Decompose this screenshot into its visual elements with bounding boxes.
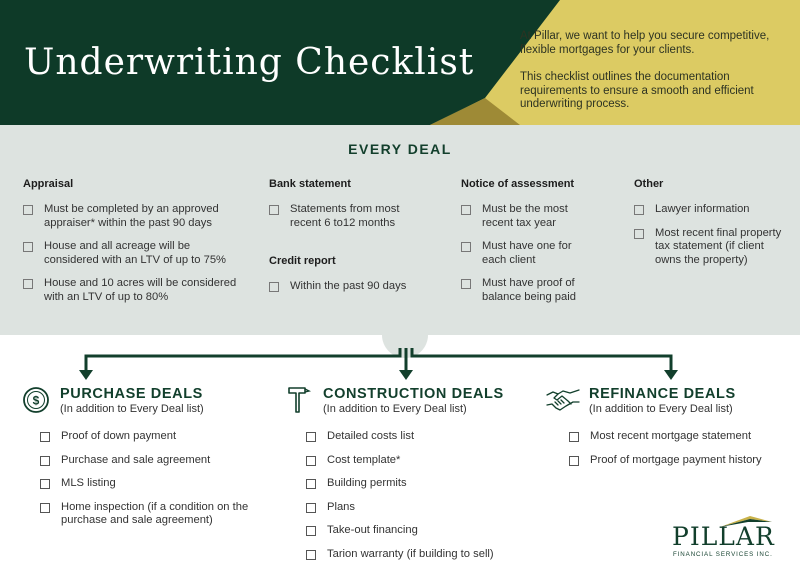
checkbox[interactable] — [306, 550, 316, 560]
purchase-deals-list — [40, 430, 265, 538]
checklist-item-label: Building permits — [327, 477, 407, 489]
checklist-item — [23, 203, 243, 230]
credit-report-column — [269, 255, 419, 304]
dollar-coin-icon — [22, 386, 50, 414]
checkbox[interactable] — [306, 479, 316, 489]
handshake-icon — [546, 388, 580, 412]
checklist-item — [306, 548, 536, 562]
bank-statement-heading: Bank statement — [269, 178, 351, 190]
checklist-item — [40, 454, 265, 468]
checklist-item — [40, 477, 265, 491]
intro-paragraph-1: At Pillar, we want to help you secure competitive, flexible mortgages for your clients. — [520, 30, 770, 56]
checkbox[interactable] — [23, 205, 33, 215]
arrow-head — [664, 370, 678, 380]
checklist-item — [306, 524, 536, 538]
every-deal-title: EVERY DEAL — [348, 141, 452, 157]
checklist-item-label: MLS listing — [61, 477, 116, 489]
checkbox[interactable] — [634, 205, 644, 215]
credit-report-heading: Credit report — [269, 255, 336, 267]
every-deal-section — [0, 125, 800, 335]
logo-wordmark: PILLAR — [672, 522, 775, 551]
refinance-deals-header — [589, 386, 736, 415]
refinance-deals-title: REFINANCE DEALS — [589, 386, 736, 402]
checklist-item — [634, 227, 784, 268]
appraisal-heading: Appraisal — [23, 178, 74, 190]
checklist-item-label: Most recent mortgage statement — [590, 430, 752, 442]
checklist-item — [461, 240, 591, 267]
checklist-item — [569, 430, 794, 444]
logo-tagline: FINANCIAL SERVICES INC. — [673, 551, 773, 558]
checkbox[interactable] — [40, 503, 50, 513]
construction-deals-list — [306, 430, 536, 571]
checklist-item-label: Plans — [327, 500, 355, 513]
checkbox[interactable] — [23, 242, 33, 252]
checkbox[interactable] — [569, 456, 579, 466]
checklist-item — [40, 430, 265, 444]
checklist-item-label: Proof of mortgage payment history — [590, 453, 762, 466]
refinance-deals-list — [569, 430, 794, 477]
refinance-deals-subtitle: (In addition to Every Deal list) — [589, 403, 733, 415]
checklist-item-label: Purchase and sale agreement — [61, 453, 211, 466]
checklist-item-label: Take-out financing — [327, 524, 418, 536]
checkbox[interactable] — [269, 282, 279, 292]
checklist-item — [23, 277, 243, 304]
construction-deals-title: CONSTRUCTION DEALS — [323, 386, 504, 402]
checklist-item — [269, 203, 417, 230]
other-heading: Other — [634, 178, 664, 190]
checklist-item-label: Most recent final property tax statement (if client owns the property) — [655, 226, 782, 266]
checklist-item — [569, 454, 794, 468]
checklist-item — [306, 430, 536, 444]
checkbox[interactable] — [306, 432, 316, 442]
checkbox[interactable] — [461, 279, 471, 289]
checkbox[interactable] — [634, 229, 644, 239]
checklist-item-label: Home inspection (if a condition on the purchase and sale agreement) — [61, 500, 249, 526]
checkbox[interactable] — [269, 205, 279, 215]
checklist-item — [306, 501, 536, 515]
checklist-item — [269, 280, 419, 294]
arrow-head — [399, 370, 413, 380]
checklist-item — [40, 501, 265, 528]
arrow-head — [79, 370, 93, 380]
page-title: Underwriting Checklist — [24, 42, 475, 83]
checklist-item-label: Tarion warranty (if building to sell) — [327, 547, 494, 560]
svg-text:$: $ — [32, 393, 40, 408]
construction-deals-header — [323, 386, 504, 415]
arrow-to-refinance — [412, 348, 671, 372]
intro-paragraph-2: This checklist outlines the documentation requirements to ensure a smooth and efficient underwriting process. — [520, 71, 754, 110]
construction-deals-subtitle: (In addition to Every Deal list) — [323, 403, 467, 415]
purchase-deals-title: PURCHASE DEALS — [60, 386, 203, 402]
notice-of-assessment-column — [461, 178, 591, 314]
checklist-item-label: Statements from most recent 6 to12 months — [290, 203, 400, 229]
checklist-item-label: Must be completed by an approved appraiser* within the past 90 days — [44, 203, 219, 229]
checkbox[interactable] — [569, 432, 579, 442]
checkbox[interactable] — [461, 242, 471, 252]
other-column — [634, 178, 784, 277]
checklist-item-label: House and 10 acres will be considered with an LTV of up to 80% — [44, 277, 237, 303]
appraisal-column — [23, 178, 243, 314]
checkbox[interactable] — [306, 526, 316, 536]
checklist-item-label: Lawyer information — [655, 203, 750, 215]
intro-text — [520, 30, 788, 112]
checklist-item — [306, 477, 536, 491]
checkbox[interactable] — [306, 456, 316, 466]
checklist-item — [23, 240, 243, 267]
checklist-item-label: Cost template* — [327, 453, 401, 466]
checklist-item — [461, 277, 591, 304]
checklist-item-label: Proof of down payment — [61, 430, 177, 442]
checkbox[interactable] — [306, 503, 316, 513]
checklist-item-label: Detailed costs list — [327, 430, 415, 442]
bank-statement-column — [269, 178, 419, 240]
checklist-item — [461, 203, 591, 230]
checklist-item — [306, 454, 536, 468]
hammer-icon — [286, 385, 312, 415]
checkbox[interactable] — [40, 432, 50, 442]
purchase-deals-subtitle: (In addition to Every Deal list) — [60, 403, 204, 415]
checklist-item-label: House and all acreage will be considered with an LTV of up to 75% — [44, 240, 227, 266]
purchase-deals-header — [60, 386, 204, 415]
checklist-item-label: Must have proof of balance being paid — [482, 277, 576, 303]
checkbox[interactable] — [40, 479, 50, 489]
checklist-item — [634, 203, 784, 217]
checklist-item-label: Must have one for each client — [482, 240, 572, 266]
notice-of-assessment-heading: Notice of assessment — [461, 178, 575, 190]
checkbox[interactable] — [461, 205, 471, 215]
checkbox[interactable] — [40, 456, 50, 466]
checklist-item-label: Must be the most recent tax year — [482, 203, 568, 229]
checkbox[interactable] — [23, 279, 33, 289]
flow-arrows — [0, 330, 800, 384]
checklist-item-label: Within the past 90 days — [290, 280, 407, 292]
header-banner — [0, 0, 800, 125]
arrow-to-purchase — [86, 348, 400, 372]
